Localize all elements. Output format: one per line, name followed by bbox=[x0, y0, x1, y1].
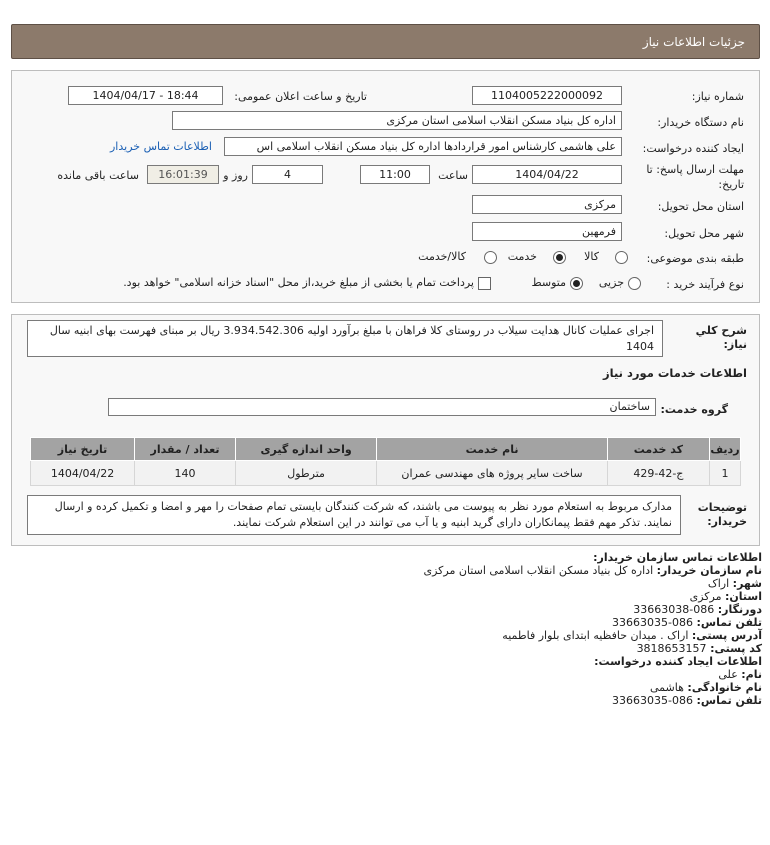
col-need-date: تاریخ نیاز bbox=[31, 438, 135, 461]
category-goods-service-radio[interactable] bbox=[484, 251, 497, 264]
contact-title: اطلاعات تماس سازمان خریدار: bbox=[593, 551, 762, 564]
cell-unit: مترطول bbox=[236, 461, 377, 486]
contact-fax: دورنگار: 086-33663038 bbox=[633, 603, 762, 616]
remaining-label: ساعت باقی مانده bbox=[57, 169, 139, 182]
province-label: استان محل تحویل: bbox=[657, 200, 744, 213]
treasury-payment-checkbox[interactable] bbox=[478, 277, 491, 290]
contact-address: آدرس پستی: اراک . میدان حافظیه ابتدای بلوار فاطمیه bbox=[502, 629, 762, 642]
service-group-field[interactable]: ساختمان bbox=[108, 398, 656, 416]
deadline-label: مهلت ارسال پاسخ: تا bbox=[646, 163, 744, 176]
cell-row: 1 bbox=[709, 461, 740, 486]
contact-city: شهر: اراک bbox=[707, 577, 762, 590]
purchase-type-label: نوع فرآیند خرید : bbox=[666, 278, 744, 291]
contact-postal: کد پستی: 3818653157 bbox=[636, 642, 762, 655]
cell-service-name: ساخت سایر پروژه های مهندسی عمران bbox=[377, 461, 608, 486]
creator-label: ایجاد کننده درخواست: bbox=[642, 142, 744, 155]
creator-field[interactable]: علی هاشمی کارشناس امور قراردادها اداره کل بنیاد مسکن انقلاب اسلامی اس bbox=[224, 137, 622, 156]
col-quantity: تعداد / مقدار bbox=[135, 438, 236, 461]
days-label: روز و bbox=[223, 169, 248, 182]
announce-label: تاریخ و ساعت اعلان عمومی: bbox=[234, 90, 367, 103]
contact-province: استان: مرکزی bbox=[689, 590, 762, 603]
cell-need-date: 1404/04/22 bbox=[31, 461, 135, 486]
contact-phone: تلفن تماس: 086-33663035 bbox=[612, 616, 762, 629]
services-table bbox=[30, 437, 741, 486]
purchase-medium-radio[interactable] bbox=[570, 277, 583, 290]
days-field[interactable]: 4 bbox=[252, 165, 323, 184]
deadline-label-date: تاریخ: bbox=[718, 178, 744, 191]
treasury-payment-note: پرداخت تمام یا بخشی از مبلغ خرید،از محل "اسناد خزانه اسلامی" خواهد بود. bbox=[123, 276, 474, 289]
deadline-date-field[interactable]: 1404/04/22 bbox=[472, 165, 622, 184]
category-service-label: خدمت bbox=[507, 250, 537, 263]
remaining-time-field: 16:01:39 bbox=[147, 165, 219, 184]
need-number-field[interactable]: 1104005222000092 bbox=[472, 86, 622, 105]
purchase-medium-label: متوسط bbox=[531, 276, 566, 289]
buyer-contact-link[interactable]: اطلاعات تماس خریدار bbox=[110, 140, 212, 153]
city-field[interactable]: فرمهین bbox=[472, 222, 622, 241]
page-title: جزئیات اطلاعات نیاز bbox=[642, 35, 745, 49]
category-goods-service-label: کالا/خدمت bbox=[418, 250, 466, 263]
buyer-org-field[interactable]: اداره کل بنیاد مسکن انقلاب اسلامی استان مرکزی bbox=[172, 111, 622, 130]
purchase-minor-radio[interactable] bbox=[628, 277, 641, 290]
deadline-time-label: ساعت bbox=[438, 169, 468, 182]
category-goods-label: کالا bbox=[584, 250, 599, 263]
notes-label: توضیحات bbox=[697, 501, 747, 514]
buyer-contact-info bbox=[12, 551, 762, 707]
summary-label: شرح کلي نياز: bbox=[695, 324, 747, 351]
cell-service-code: ج-42-429 bbox=[607, 461, 709, 486]
need-number-label: شماره نیاز: bbox=[691, 90, 744, 103]
creator-phone: تلفن تماس: 086-33663035 bbox=[612, 694, 762, 707]
summary-text: اجرای عملیات کانال هدایت سیلاب در روستای کلا فراهان با مبلغ برآورد اولیه 3.934.542.306 ریال بر مبنای فهرست بهای ابنیه سال 1404 bbox=[27, 320, 663, 357]
col-service-name: نام خدمت bbox=[377, 438, 608, 461]
announce-date-field[interactable]: 1404/04/17 - 18:44 bbox=[68, 86, 223, 105]
creator-family: نام خانوادگی: هاشمی bbox=[650, 681, 762, 694]
creator-title: اطلاعات ایجاد کننده درخواست: bbox=[594, 655, 762, 668]
category-label: طبقه بندی موضوعی: bbox=[646, 252, 744, 265]
services-title: اطلاعات خدمات مورد نیاز bbox=[603, 366, 747, 380]
page-header bbox=[11, 24, 760, 59]
col-service-code: کد خدمت bbox=[607, 438, 709, 461]
service-group-label: گروه خدمت: bbox=[660, 403, 728, 416]
province-field[interactable]: مرکزی bbox=[472, 195, 622, 214]
col-row: ردیف bbox=[709, 438, 740, 461]
purchase-minor-label: جزیی bbox=[598, 276, 624, 289]
creator-name: نام: علی bbox=[718, 668, 762, 681]
category-service-radio[interactable] bbox=[553, 251, 566, 264]
table-header-row bbox=[31, 438, 741, 461]
table-row[interactable] bbox=[31, 461, 741, 486]
notes-label-buyer: خریدار: bbox=[707, 515, 747, 528]
buyer-notes-text: مدارک مربوط به استعلام مورد نظر به پیوست می باشند، که شرکت کنندگان بایستی تمام صفحات را مهر و امضا و تکمیل کرده و ارسال نمایند. تذکر مهم فقط پیمانکاران دارای گرید ابنیه و یا آب می توانند در این استعلام شرکت نمایند. bbox=[27, 495, 681, 535]
col-unit: واحد اندازه گیری bbox=[236, 438, 377, 461]
contact-org: نام سازمان خریدار: اداره کل بنیاد مسکن انقلاب اسلامی استان مرکزی bbox=[423, 564, 762, 577]
cell-quantity: 140 bbox=[135, 461, 236, 486]
deadline-time-field[interactable]: 11:00 bbox=[360, 165, 430, 184]
city-label: شهر محل تحویل: bbox=[664, 227, 744, 240]
category-goods-radio[interactable] bbox=[615, 251, 628, 264]
buyer-org-label: نام دستگاه خریدار: bbox=[657, 116, 744, 129]
